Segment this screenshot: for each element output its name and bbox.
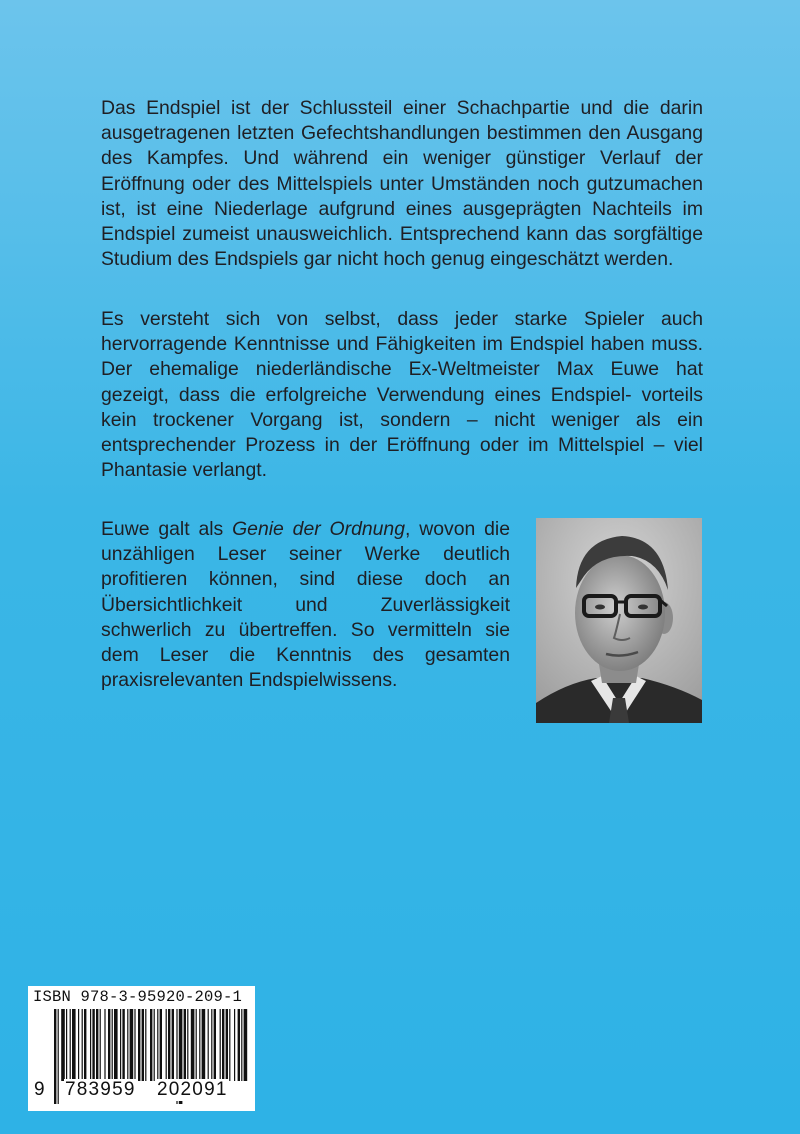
barcode-bar (127, 1009, 128, 1081)
paragraph-spieler: Es versteht sich von selbst, dass jeder starke Spieler auch hervorragende Kenntnisse und Fähigkeiten im Endspiel haben muss. Der ehemalige niederländische Ex-Weltmeister Max Euwe hat gezeigt, dass die erfolgreiche Verwendung eines Endspiel- vorteils kein trockener Vorgang ist, sondern – nicht weniger als ein entsprechender Prozess in der Eröffnung oder im Mittelspiel – viel Phantasie verlangt. (101, 308, 703, 482)
genie-paragraph (101, 517, 510, 693)
barcode-bar (66, 1009, 67, 1081)
paragraph3-start: Euwe galt als (101, 518, 233, 540)
barcode-bar (220, 1009, 221, 1081)
barcode-bar (222, 1009, 224, 1081)
barcode-bar (122, 1009, 124, 1081)
barcode-bar (229, 1009, 230, 1081)
barcode-bar (108, 1009, 110, 1081)
barcode-bar (82, 1009, 83, 1081)
paragraph-endspiel: Das Endspiel ist der Schlussteil einer Schachpartie und die darin ausgetragenen letzten Gefechtshandlungen bestimmen den Ausgang des Kampfes. Und während ein weniger günstiger Verlauf der Eröffnung oder des Mittelspiels unter Umständen noch gutzumachen ist, ist eine Niederlage aufgrund eines ausgeprägten Nachteils im Endspiel zumeist unausweichlich. Entsprechend kann das sorgfältige Studium des Endspiels gar nicht hoch genug eingeschätzt werden. (101, 97, 703, 271)
barcode-bar (244, 1009, 248, 1081)
barcode-bar (172, 1009, 174, 1081)
barcode-bar (202, 1009, 206, 1081)
barcode-digits-right: 202091 (157, 1079, 228, 1100)
barcode-bar (211, 1009, 212, 1081)
barcode-bar (100, 1009, 101, 1081)
barcode-bar (84, 1009, 86, 1081)
barcode-bar (187, 1009, 188, 1081)
barcode-bar (226, 1009, 228, 1081)
barcode-bar (72, 1009, 76, 1081)
euwe-paragraph (101, 307, 703, 483)
barcode-bar (134, 1009, 135, 1081)
barcode-bar (145, 1009, 146, 1081)
barcode-bar (120, 1009, 121, 1081)
barcode-digits-left: 783959 (65, 1079, 136, 1100)
author-portrait (536, 518, 702, 723)
barcode-bar (150, 1009, 152, 1081)
barcode-bar (70, 1009, 71, 1081)
isbn-barcode-box (28, 986, 255, 1111)
barcode-bar (157, 1009, 158, 1081)
barcode-bar (160, 1009, 162, 1081)
portrait-illustration (536, 518, 702, 723)
barcode-bar (96, 1009, 98, 1081)
barcode-bar (58, 1009, 59, 1104)
barcode-bar (138, 1009, 140, 1081)
barcode-bar (191, 1009, 195, 1081)
barcode-digit-first: 9 (34, 1079, 46, 1100)
genie-der-ordnung-emphasis: Genie der Ordnung (232, 518, 405, 540)
barcode-bar (92, 1009, 94, 1081)
barcode-bar (154, 1009, 155, 1081)
barcode-bar (199, 1009, 200, 1081)
barcode-bar (90, 1009, 91, 1081)
barcode-bar (184, 1009, 186, 1081)
intro-paragraph (101, 96, 703, 272)
barcode-bar (168, 1009, 170, 1081)
barcode-bar (166, 1009, 167, 1081)
barcode-bar (130, 1009, 134, 1081)
barcode-bar (54, 1009, 56, 1104)
barcode-bar (196, 1009, 197, 1081)
barcode-bar (78, 1009, 79, 1081)
barcode-bar (234, 1009, 235, 1081)
barcode-bar (214, 1009, 216, 1081)
barcode-bar (61, 1009, 65, 1081)
barcode-bar (241, 1009, 242, 1081)
barcode-bar (142, 1009, 144, 1081)
paragraph3-end: , wovon die unzähligen Leser seiner Werke deutlich profitieren können, sind diese doch an Übersichtlichkeit und Zuverlässigkeit schwerlich zu übertreffen. So vermitteln sie dem Leser die Kenntnis des gesamten praxisrelevanten Endspielwissens. (101, 518, 510, 692)
isbn-label: ISBN 978-3-95920-209-1 (33, 988, 243, 1006)
barcode-bar (104, 1009, 105, 1081)
barcode-bar (208, 1009, 209, 1081)
barcode-bar (238, 1009, 240, 1081)
barcode-bar (112, 1009, 113, 1081)
barcode-bar (114, 1009, 118, 1081)
